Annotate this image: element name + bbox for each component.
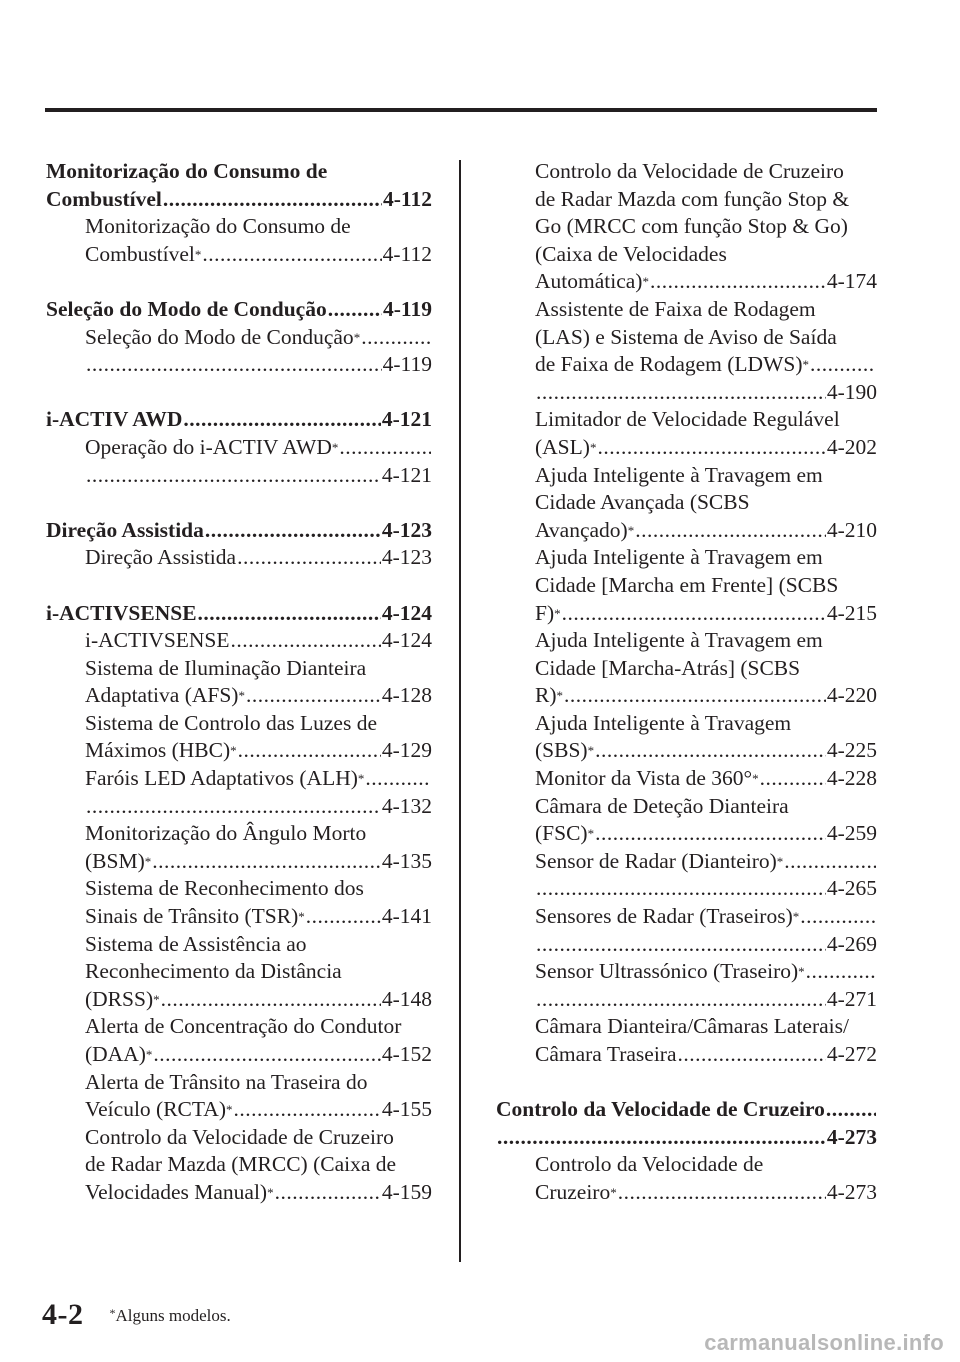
asterisk-marker: * xyxy=(610,1184,617,1200)
dot-leader xyxy=(536,986,826,1014)
toc-page-ref: 4-121 xyxy=(381,462,432,487)
dot-leader xyxy=(153,1041,380,1069)
section-gap xyxy=(46,379,432,407)
asterisk-marker: * xyxy=(298,909,305,925)
dot-leader xyxy=(595,820,826,848)
toc-page-ref: 4-124 xyxy=(381,600,432,625)
toc-entry-text: Máximos (HBC) xyxy=(85,738,231,763)
toc-entry-line[interactable] xyxy=(46,627,432,655)
toc-right-column xyxy=(496,158,877,1207)
toc-entry-line[interactable] xyxy=(46,682,432,710)
dot-leader xyxy=(595,737,826,765)
dot-leader xyxy=(497,1124,826,1152)
toc-entry-line[interactable] xyxy=(46,1096,432,1124)
section-gap xyxy=(496,1069,877,1097)
toc-entry-line[interactable] xyxy=(496,737,877,765)
dot-leader xyxy=(760,765,826,793)
toc-section-line[interactable] xyxy=(46,186,432,214)
toc-section-line[interactable] xyxy=(46,517,432,545)
toc-entry-text: Cidade [Marcha em Frente] (SCBS xyxy=(535,572,839,597)
toc-page-ref: 4-135 xyxy=(381,848,432,873)
toc-entry-text: Operação do i-ACTIV AWD xyxy=(85,434,332,459)
toc-entry-line[interactable] xyxy=(46,710,432,738)
asterisk-marker: * xyxy=(587,826,595,842)
toc-page-ref: 4-190 xyxy=(826,379,877,404)
footnote-text: Alguns modelos. xyxy=(115,1306,231,1325)
toc-entry-line[interactable] xyxy=(46,931,432,959)
toc-page-ref: 4-119 xyxy=(382,352,432,377)
toc-entry-line[interactable] xyxy=(46,986,432,1014)
toc-entry-line[interactable] xyxy=(496,434,877,462)
toc-page-ref: 4-132 xyxy=(381,793,432,818)
toc-page-ref: 4-273 xyxy=(826,1179,877,1204)
toc-entry-text: Controlo da Velocidade de Cruzeiro xyxy=(535,159,844,183)
toc-page-ref: 4-220 xyxy=(826,683,877,708)
asterisk-marker: * xyxy=(752,771,759,787)
page-footer xyxy=(42,1298,231,1332)
dot-leader xyxy=(238,737,381,765)
dot-leader xyxy=(810,351,876,379)
toc-entry-text: Faróis LED Adaptativos (ALH) xyxy=(85,766,358,791)
toc-entry-text: Monitor da Vista de 360° xyxy=(535,766,753,791)
toc-entry-text: Monitorização do Consumo de xyxy=(85,214,351,239)
dot-leader xyxy=(361,324,431,352)
toc-page-ref: 4-215 xyxy=(826,600,877,625)
toc-page-ref: 4-112 xyxy=(383,186,432,211)
toc-entry-text: Monitorização do Ângulo Morto xyxy=(85,821,367,846)
toc-entry-line[interactable] xyxy=(46,544,432,572)
dot-leader xyxy=(339,434,431,462)
toc-page-ref: 4-141 xyxy=(381,904,432,929)
dot-leader xyxy=(597,434,825,462)
toc-entry-line[interactable] xyxy=(46,434,432,462)
asterisk-marker: * xyxy=(798,964,805,980)
toc-section-line[interactable] xyxy=(46,600,432,628)
asterisk-marker: * xyxy=(556,688,563,704)
toc-entry-text: Sistema de Iluminação Dianteira xyxy=(85,655,367,680)
toc-page-ref: 4-123 xyxy=(381,545,432,570)
toc-entry-text: Assistente de Faixa de Rodagem xyxy=(535,296,816,321)
toc-entry-line[interactable] xyxy=(496,186,877,214)
toc-entry-text: Controlo da Velocidade de xyxy=(535,1152,764,1177)
toc-entry-text: Automática) xyxy=(535,269,643,294)
dot-leader xyxy=(536,875,826,903)
toc-entry-text: Seleção do Modo de Condução xyxy=(46,296,327,321)
toc-entry-line[interactable] xyxy=(46,1013,432,1041)
toc-entry-text: Cidade [Marcha-Atrás] (SCBS xyxy=(535,655,801,680)
toc-entry-text: (DRSS) xyxy=(85,986,154,1011)
toc-entry-line[interactable] xyxy=(496,793,877,821)
toc-entry-text: Reconhecimento da Distância xyxy=(85,959,342,984)
toc-entry-line[interactable] xyxy=(496,820,877,848)
asterisk-marker: * xyxy=(627,522,635,538)
toc-entry-text: (SBS) xyxy=(535,738,588,763)
toc-page-ref: 4-225 xyxy=(826,738,877,763)
toc-entry-line[interactable] xyxy=(46,875,432,903)
toc-page-ref: 4-265 xyxy=(826,876,877,901)
toc-entry-line[interactable] xyxy=(496,517,877,545)
asterisk-marker: * xyxy=(230,743,237,759)
toc-entry-text: Câmara de Deteção Dianteira xyxy=(535,793,789,818)
toc-entry-line[interactable] xyxy=(46,793,432,821)
toc-page-ref: 4-259 xyxy=(826,821,877,846)
toc-page-ref: 4-148 xyxy=(381,986,432,1011)
toc-entry-line[interactable] xyxy=(496,462,877,490)
toc-entry-line[interactable] xyxy=(496,710,877,738)
dot-leader xyxy=(86,793,381,821)
dot-leader xyxy=(635,517,826,545)
toc-entry-line[interactable] xyxy=(46,848,432,876)
toc-entry-line[interactable] xyxy=(46,213,432,241)
section-gap xyxy=(46,489,432,517)
toc-entry-text: Avançado) xyxy=(535,517,628,542)
toc-entry-line[interactable] xyxy=(46,324,432,352)
toc-section-line[interactable] xyxy=(496,1124,877,1152)
toc-entry-line[interactable] xyxy=(496,544,877,572)
dot-leader xyxy=(784,848,876,876)
asterisk-marker: * xyxy=(145,1047,153,1062)
toc-page-ref: 4-210 xyxy=(826,517,877,542)
asterisk-marker: * xyxy=(589,439,597,455)
dot-leader xyxy=(152,848,381,876)
toc-entry-text: Ajuda Inteligente à Travagem em xyxy=(535,545,823,570)
toc-entry-line[interactable] xyxy=(46,1069,432,1097)
toc-entry-text: Go (MRCC com função Stop & Go) xyxy=(535,214,848,239)
toc-entry-text: (ASL) xyxy=(535,434,590,459)
toc-entry-text: i-ACTIVSENSE xyxy=(85,628,230,653)
toc-entry-line[interactable] xyxy=(46,462,432,490)
toc-left-column xyxy=(46,158,432,1207)
toc-entry-text: Monitorização do Consumo de xyxy=(46,159,328,183)
toc-entry-line[interactable] xyxy=(496,765,877,793)
page-number: 4-2 xyxy=(42,1298,84,1331)
dot-leader xyxy=(234,1096,381,1124)
asterisk-marker: * xyxy=(554,605,561,621)
toc-entry-text: Sistema de Reconhecimento dos xyxy=(85,876,364,901)
toc-entry-text: Cidade Avançada (SCBS xyxy=(535,490,750,515)
toc-entry-text: de Radar Mazda com função Stop & xyxy=(535,186,850,211)
toc-entry-line[interactable] xyxy=(496,406,877,434)
dot-leader xyxy=(86,351,382,379)
toc-entry-text: Ajuda Inteligente à Travagem xyxy=(535,710,792,735)
toc-entry-line[interactable] xyxy=(496,875,877,903)
dot-leader xyxy=(365,765,431,793)
toc-page-ref: 4-121 xyxy=(381,407,432,432)
toc-page-ref: 4-155 xyxy=(381,1097,432,1122)
asterisk-marker: * xyxy=(642,274,649,290)
toc-page-ref: 4-129 xyxy=(381,738,432,763)
asterisk-marker: * xyxy=(267,1184,274,1200)
toc-entry-text: Sinais de Trânsito (TSR) xyxy=(85,904,299,929)
toc-entry-line[interactable] xyxy=(496,1041,877,1069)
toc-entry-line[interactable] xyxy=(496,627,877,655)
toc-section-line[interactable] xyxy=(46,406,432,434)
column-divider xyxy=(459,160,461,1262)
toc-entry-text: (LAS) e Sistema de Aviso de Saída xyxy=(535,324,837,349)
toc-entry-line[interactable] xyxy=(496,1151,877,1179)
toc-entry-line[interactable] xyxy=(496,241,877,269)
toc-entry-text: Controlo da Velocidade de Cruzeiro xyxy=(496,1097,825,1122)
toc-entry-line[interactable] xyxy=(496,958,877,986)
dot-leader xyxy=(328,296,382,324)
toc-entry-text: Adaptativa (AFS) xyxy=(85,683,239,708)
asterisk-marker: * xyxy=(792,909,800,925)
toc-entry-text: Limitador de Velocidade Regulável xyxy=(535,407,840,432)
dot-leader xyxy=(237,544,381,572)
toc-entry-text: Sistema de Controlo das Luzes de xyxy=(85,710,377,735)
toc-entry-text: (FSC) xyxy=(535,821,588,846)
toc-entry-line[interactable] xyxy=(46,351,432,379)
toc-entry-text: (BSM) xyxy=(85,848,145,873)
toc-entry-text: R) xyxy=(535,683,557,708)
asterisk-marker: * xyxy=(144,853,152,869)
toc-section-line[interactable] xyxy=(46,296,432,324)
asterisk-marker: * xyxy=(238,688,245,704)
toc-entry-line[interactable] xyxy=(46,655,432,683)
asterisk-marker: * xyxy=(776,853,784,869)
toc-page-ref: 4-159 xyxy=(381,1179,432,1204)
toc-entry-text: (Caixa de Velocidades xyxy=(535,241,727,266)
toc-entry-text: Sensor Ultrassónico (Traseiro) xyxy=(535,959,799,984)
toc-entry-line[interactable] xyxy=(46,737,432,765)
toc-entry-line[interactable] xyxy=(496,1179,877,1207)
toc-entry-line[interactable] xyxy=(496,986,877,1014)
toc-entry-line[interactable] xyxy=(46,241,432,269)
dot-leader xyxy=(536,379,826,407)
toc-entry-line[interactable] xyxy=(496,296,877,324)
dot-leader xyxy=(826,1096,876,1124)
section-gap xyxy=(46,268,432,296)
toc-entry-line[interactable] xyxy=(46,958,432,986)
toc-page-ref: 4-202 xyxy=(826,434,877,459)
toc-entry-text: Velocidades Manual) xyxy=(85,1179,268,1204)
asterisk-marker: * xyxy=(194,246,202,262)
toc-entry-line[interactable] xyxy=(496,351,877,379)
toc-page-ref: 4-124 xyxy=(381,628,432,653)
toc-entry-text: Ajuda Inteligente à Travagem em xyxy=(535,628,823,653)
toc-entry-text: Ajuda Inteligente à Travagem em xyxy=(535,462,823,487)
dot-leader xyxy=(202,241,381,269)
toc-entry-text: Controlo da Velocidade de Cruzeiro xyxy=(85,1124,394,1149)
toc-entry-text: Veículo (RCTA) xyxy=(85,1097,226,1122)
toc-page-ref: 4-128 xyxy=(381,683,432,708)
watermark: carmanualsonline.info xyxy=(704,1330,944,1355)
dot-leader xyxy=(564,682,826,710)
dot-leader xyxy=(275,1179,381,1207)
toc-page-ref: 4-152 xyxy=(381,1042,432,1066)
dot-leader xyxy=(183,406,380,434)
toc-entry-line[interactable] xyxy=(46,1124,432,1152)
dot-leader xyxy=(650,268,826,296)
toc-page-ref: 4-119 xyxy=(383,296,432,321)
top-rule xyxy=(45,108,877,112)
toc-entry-line[interactable] xyxy=(496,903,877,931)
footnote-star: * xyxy=(109,1306,116,1320)
toc-entry-text: de Radar Mazda (MRCC) (Caixa de xyxy=(85,1152,397,1177)
dot-leader xyxy=(678,1041,826,1069)
toc-entry-text: Câmara Dianteira/Câmaras Laterais/ xyxy=(535,1014,849,1039)
asterisk-marker: * xyxy=(353,329,361,345)
asterisk-marker: * xyxy=(153,991,160,1007)
toc-page-ref: 4-228 xyxy=(826,766,877,791)
toc-entry-line[interactable] xyxy=(496,324,877,352)
toc-entry-text: i-ACTIV AWD xyxy=(46,407,183,432)
toc-entry-line[interactable] xyxy=(46,1151,432,1179)
toc-page-ref: 4-174 xyxy=(826,269,877,294)
dot-leader xyxy=(306,903,381,931)
toc-entry-text: Alerta de Trânsito na Traseira do xyxy=(85,1069,368,1094)
asterisk-marker: * xyxy=(226,1102,233,1118)
toc-entry-text: Combustível xyxy=(85,241,195,266)
toc-entry-text: de Faixa de Rodagem (LDWS) xyxy=(535,352,803,377)
asterisk-marker: * xyxy=(802,357,809,373)
toc-entry-text: F) xyxy=(535,600,555,625)
toc-page-ref: 4-112 xyxy=(382,241,432,266)
dot-leader xyxy=(618,1179,826,1207)
dot-leader xyxy=(562,600,826,628)
toc-entry-line[interactable] xyxy=(496,1013,877,1041)
toc-entry-line[interactable] xyxy=(496,379,877,407)
toc-entry-line[interactable] xyxy=(46,820,432,848)
section-gap xyxy=(46,572,432,600)
toc-page-ref: 4-123 xyxy=(381,517,432,542)
toc-entry-text: Combustível xyxy=(46,186,162,211)
toc-entry-text: Sensor de Radar (Dianteiro) xyxy=(535,848,777,873)
toc-entry-text: Cruzeiro xyxy=(535,1179,611,1204)
toc-page-ref: 4-272 xyxy=(826,1042,877,1066)
toc-entry-line[interactable] xyxy=(46,765,432,793)
toc-entry-text: (DAA) xyxy=(85,1042,146,1066)
toc-entry-line[interactable] xyxy=(496,158,877,186)
dot-leader xyxy=(231,627,381,655)
toc-entry-line[interactable] xyxy=(496,931,877,959)
toc-entry-line[interactable] xyxy=(496,655,877,683)
toc-entry-text: Direção Assistida xyxy=(46,517,204,542)
toc-entry-line[interactable] xyxy=(496,213,877,241)
toc-entry-text: Direção Assistida xyxy=(85,545,237,570)
toc-entry-line[interactable] xyxy=(46,903,432,931)
toc-page-ref: 4-269 xyxy=(826,931,877,956)
toc-entry-text: i-ACTIVSENSE xyxy=(46,600,197,625)
dot-leader xyxy=(536,931,826,959)
toc-entry-text: Alerta de Concentração do Condutor xyxy=(85,1014,402,1039)
dot-leader xyxy=(86,462,381,490)
asterisk-marker: * xyxy=(587,743,595,759)
toc-entry-line[interactable] xyxy=(496,848,877,876)
toc-page-ref: 4-271 xyxy=(826,986,877,1011)
toc-entry-line[interactable] xyxy=(496,268,877,296)
dot-leader xyxy=(205,517,381,545)
dot-leader xyxy=(198,600,381,628)
toc-entry-line[interactable] xyxy=(46,1041,432,1069)
toc-entry-line[interactable] xyxy=(496,572,877,600)
toc-entry-line[interactable] xyxy=(46,1179,432,1207)
dot-leader xyxy=(246,682,381,710)
toc-entry-line[interactable] xyxy=(496,600,877,628)
asterisk-marker: * xyxy=(357,771,365,787)
toc-entry-line[interactable] xyxy=(496,682,877,710)
asterisk-marker: * xyxy=(331,439,339,455)
toc-entry-text: Sensores de Radar (Traseiros) xyxy=(535,904,793,929)
toc-entry-line[interactable] xyxy=(496,489,877,517)
dot-leader xyxy=(161,986,381,1014)
dot-leader xyxy=(806,958,876,986)
toc-page-ref: 4-273 xyxy=(826,1124,877,1149)
toc-section-line[interactable] xyxy=(496,1096,877,1124)
dot-leader xyxy=(800,903,876,931)
toc-entry-text: Seleção do Modo de Condução xyxy=(85,324,354,349)
footnote xyxy=(110,1306,231,1326)
dot-leader xyxy=(163,186,382,214)
toc-entry-text: Sistema de Assistência ao xyxy=(85,931,307,956)
toc-entry-text: Câmara Traseira xyxy=(535,1042,677,1066)
toc-section-line[interactable] xyxy=(46,158,432,186)
